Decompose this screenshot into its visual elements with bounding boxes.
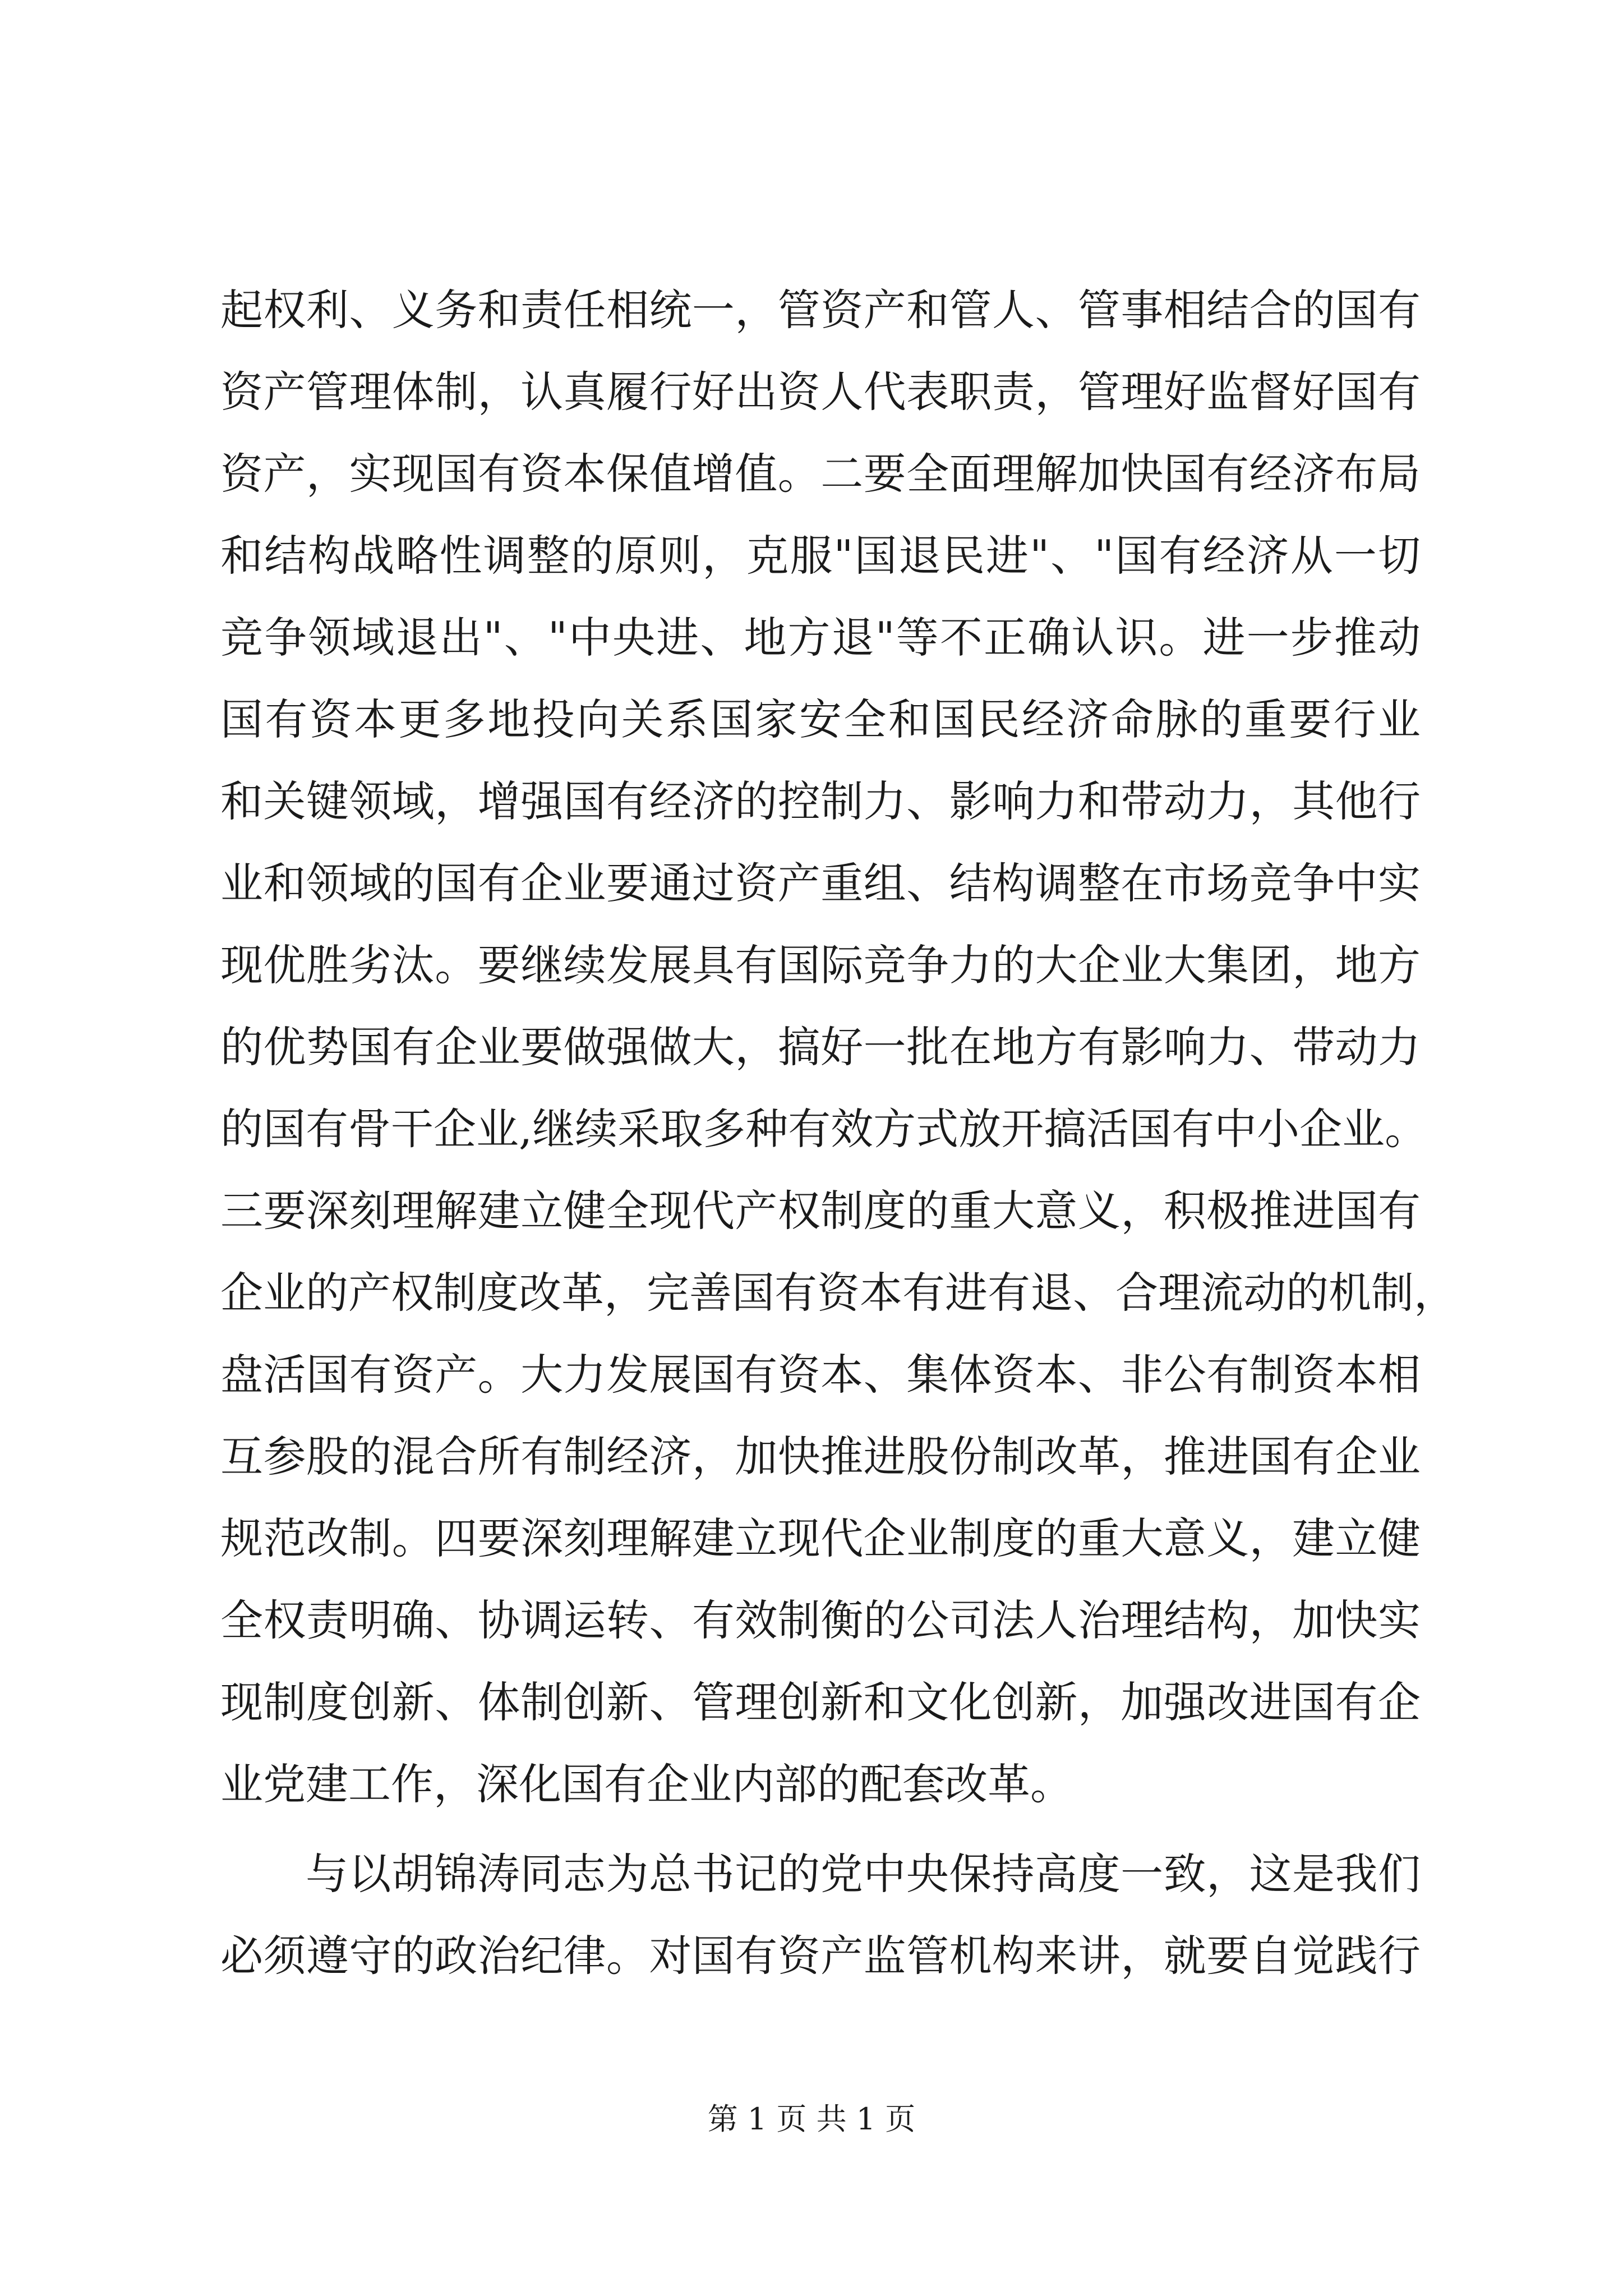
text-line: 企业的产权制度改革，完善国有资本有进有退、合理流动的机制， [220, 1268, 1456, 1318]
text-line: 业和领域的国有企业要通过资产重组、结构调整在市场竞争中实 [220, 858, 1421, 908]
paragraph-2 [220, 1833, 1421, 1997]
text-line: 和结构战略性调整的原则，克服"国退民进"、"国有经济从一切 [220, 531, 1421, 581]
text-line: 资产管理体制，认真履行好出资人代表职责，管理好监督好国有 [220, 367, 1421, 417]
text-line: 与以胡锦涛同志为总书记的党中央保持高度一致，这是我们 [306, 1849, 1421, 1899]
text-line: 现制度创新、体制创新、管理创新和文化创新，加强改进国有企 [220, 1677, 1421, 1727]
text-line: 业党建工作，深化国有企业内部的配套改革。 [220, 1759, 1073, 1809]
text-line: 资产，实现国有资本保值增值。二要全面理解加快国有经济布局 [220, 449, 1421, 499]
text-line: 三要深刻理解建立健全现代产权制度的重大意义，积极推进国有 [220, 1186, 1421, 1236]
paragraph-1 [220, 269, 1456, 1825]
text-line: 互参股的混合所有制经济，加快推进股份制改革，推进国有企业 [220, 1432, 1421, 1481]
text-line: 和关键领域，增强国有经济的控制力、影响力和带动力，其他行 [220, 776, 1421, 826]
text-line: 起权利、义务和责任相统一，管资产和管人、管事相结合的国有 [220, 285, 1421, 335]
text-line: 的国有骨干企业,继续采取多种有效方式放开搞活国有中小企业。 [220, 1104, 1428, 1154]
text-line: 规范改制。四要深刻理解建立现代企业制度的重大意义，建立健 [220, 1513, 1421, 1563]
document-body [220, 269, 1456, 1997]
text-line: 盘活国有资产。大力发展国有资本、集体资本、非公有制资本相 [220, 1350, 1421, 1400]
text-line: 全权责明确、协调运转、有效制衡的公司法人治理结构，加快实 [220, 1595, 1421, 1645]
text-line: 必须遵守的政治纪律。对国有资产监管机构来讲，就要自觉践行 [220, 1931, 1421, 1981]
page-number-footer: 第 1 页 共 1 页 [707, 2101, 916, 2137]
text-line: 国有资本更多地投向关系国家安全和国民经济命脉的重要行业 [220, 694, 1421, 744]
text-line: 现优胜劣汰。要继续发展具有国际竞争力的大企业大集团，地方 [220, 940, 1421, 990]
text-line: 的优势国有企业要做强做大，搞好一批在地方有影响力、带动力 [220, 1022, 1421, 1072]
text-line: 竞争领域退出"、"中央进、地方退"等不正确认识。进一步推动 [220, 613, 1421, 662]
